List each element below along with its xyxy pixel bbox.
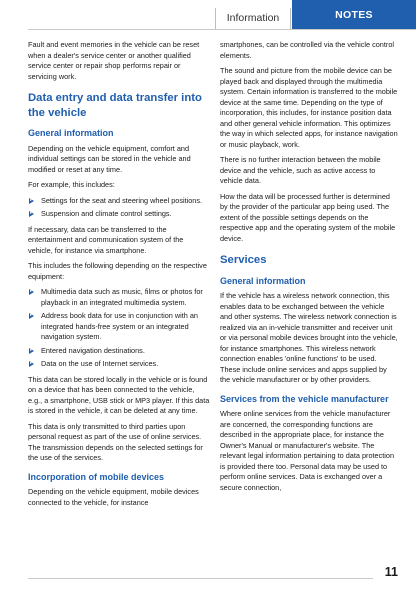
- list-item: Entered navigation destinations.: [28, 346, 210, 357]
- right-column: [220, 40, 398, 498]
- header-section-label: Information: [215, 8, 291, 29]
- header-notes-tab: NOTES: [292, 0, 416, 30]
- paragraph-processing: How the data will be processed further is determined by the provider of the particular app being used. The extent of the possible settings depends on the respective app and the operating system of the mobile device.: [220, 191, 396, 243]
- triangle-bullet-icon: [29, 348, 34, 354]
- paragraph-continued: smartphones, can be controlled via the vehicle control elements.: [220, 40, 395, 60]
- paragraph-mobile: Depending on the vehicle equipment, mobile devices connected to the vehicle, for instance: [28, 487, 199, 507]
- list-item: Suspension and climate control settings.: [28, 209, 210, 220]
- triangle-bullet-icon: [29, 313, 34, 319]
- paragraph-online-services: Where online services from the vehicle manufacturer are concerned, the corresponding functions are described in the appropriate place, for instance the Owner's Manual or manufacturer's website. The relevant legal information pertaining to data protection is provided there too. Personal data may be used to perform online services. Data is exchanged over a secure connection,: [220, 409, 395, 492]
- paragraph-wireless: If the vehicle has a wireless network connection, this enables data to be exchanged between the vehicle and other systems. The wireless network connection is realized via an in-vehicle transmitter and receiver unit or via personal mobile devices brought into the vehicle, for instance smartphones. This wireless network connection enables 'online functions' to be used. These include online services and apps supplied by the vehicle manufacturer or by other providers.: [220, 291, 398, 384]
- page-number: 11: [384, 565, 398, 579]
- paragraph-depending: This includes the following depending on the respective equipment:: [28, 261, 207, 281]
- heading-services: Services: [220, 254, 267, 266]
- paragraph-no-interaction: There is no further interaction between the mobile device and the vehicle, such as active access to vehicle data.: [220, 155, 381, 185]
- list-item: Settings for the seat and steering wheel positions.: [28, 196, 210, 207]
- triangle-bullet-icon: [29, 211, 34, 217]
- paragraph-stored: This data can be stored locally in the vehicle or is found on a device that has been connected to the vehicle, e.g., a smartphone, USB stick or MP3 player. If this data is stored in the vehicle, it can be deleted at any time.: [28, 374, 210, 415]
- heading-mobile-devices: Incorporation of mobile devices: [28, 471, 165, 482]
- intro-paragraph: Fault and event memories in the vehicle can be reset when a dealer's service center or another qualified service center or repair shop performs repair or servicing work.: [28, 40, 200, 81]
- triangle-bullet-icon: [29, 361, 34, 367]
- settings-list: [28, 196, 210, 220]
- paragraph-general: Depending on the vehicle equipment, comfort and individual settings can be stored in the vehicle and modified or reset at any time.: [28, 143, 191, 174]
- page-header: [0, 0, 416, 30]
- paragraph-example: For example, this includes:: [28, 180, 115, 189]
- equipment-list: [28, 287, 210, 370]
- footer-divider: [28, 578, 373, 579]
- paragraph-sound-picture: The sound and picture from the mobile device can be played back and displayed through the multimedia system. Certain information is transferred to the mobile device at the same time. Depending on the type of incorporation, this includes, for instance position data and other general vehicle information. This optimizes the way in which selected apps, for instance navigation or music playback, work.: [220, 66, 398, 149]
- list-item: Data on the use of Internet services.: [28, 359, 210, 370]
- list-item: Address book data for use in conjunction with an integrated hands-free system or an integrated navigation system.: [28, 311, 210, 343]
- paragraph-transfer: If necessary, data can be transferred to the entertainment and communication system of the vehicle, for instance via smartphone.: [28, 224, 184, 255]
- heading-data-entry: Data entry and data transfer into the vehicle: [28, 92, 202, 119]
- left-column: [28, 40, 210, 513]
- triangle-bullet-icon: [29, 289, 34, 295]
- heading-manufacturer-services: Services from the vehicle manufacturer: [220, 393, 389, 404]
- heading-services-general: General information: [220, 275, 306, 286]
- header-divider: [28, 29, 416, 30]
- triangle-bullet-icon: [29, 198, 34, 204]
- heading-general-information: General information: [28, 128, 114, 138]
- list-item: Multimedia data such as music, films or photos for playback in an integrated multimedia system.: [28, 287, 210, 308]
- paragraph-third-parties: This data is only transmitted to third parties upon personal request as part of the use of online services. The transmission depends on the selected settings for the use of the services.: [28, 421, 203, 462]
